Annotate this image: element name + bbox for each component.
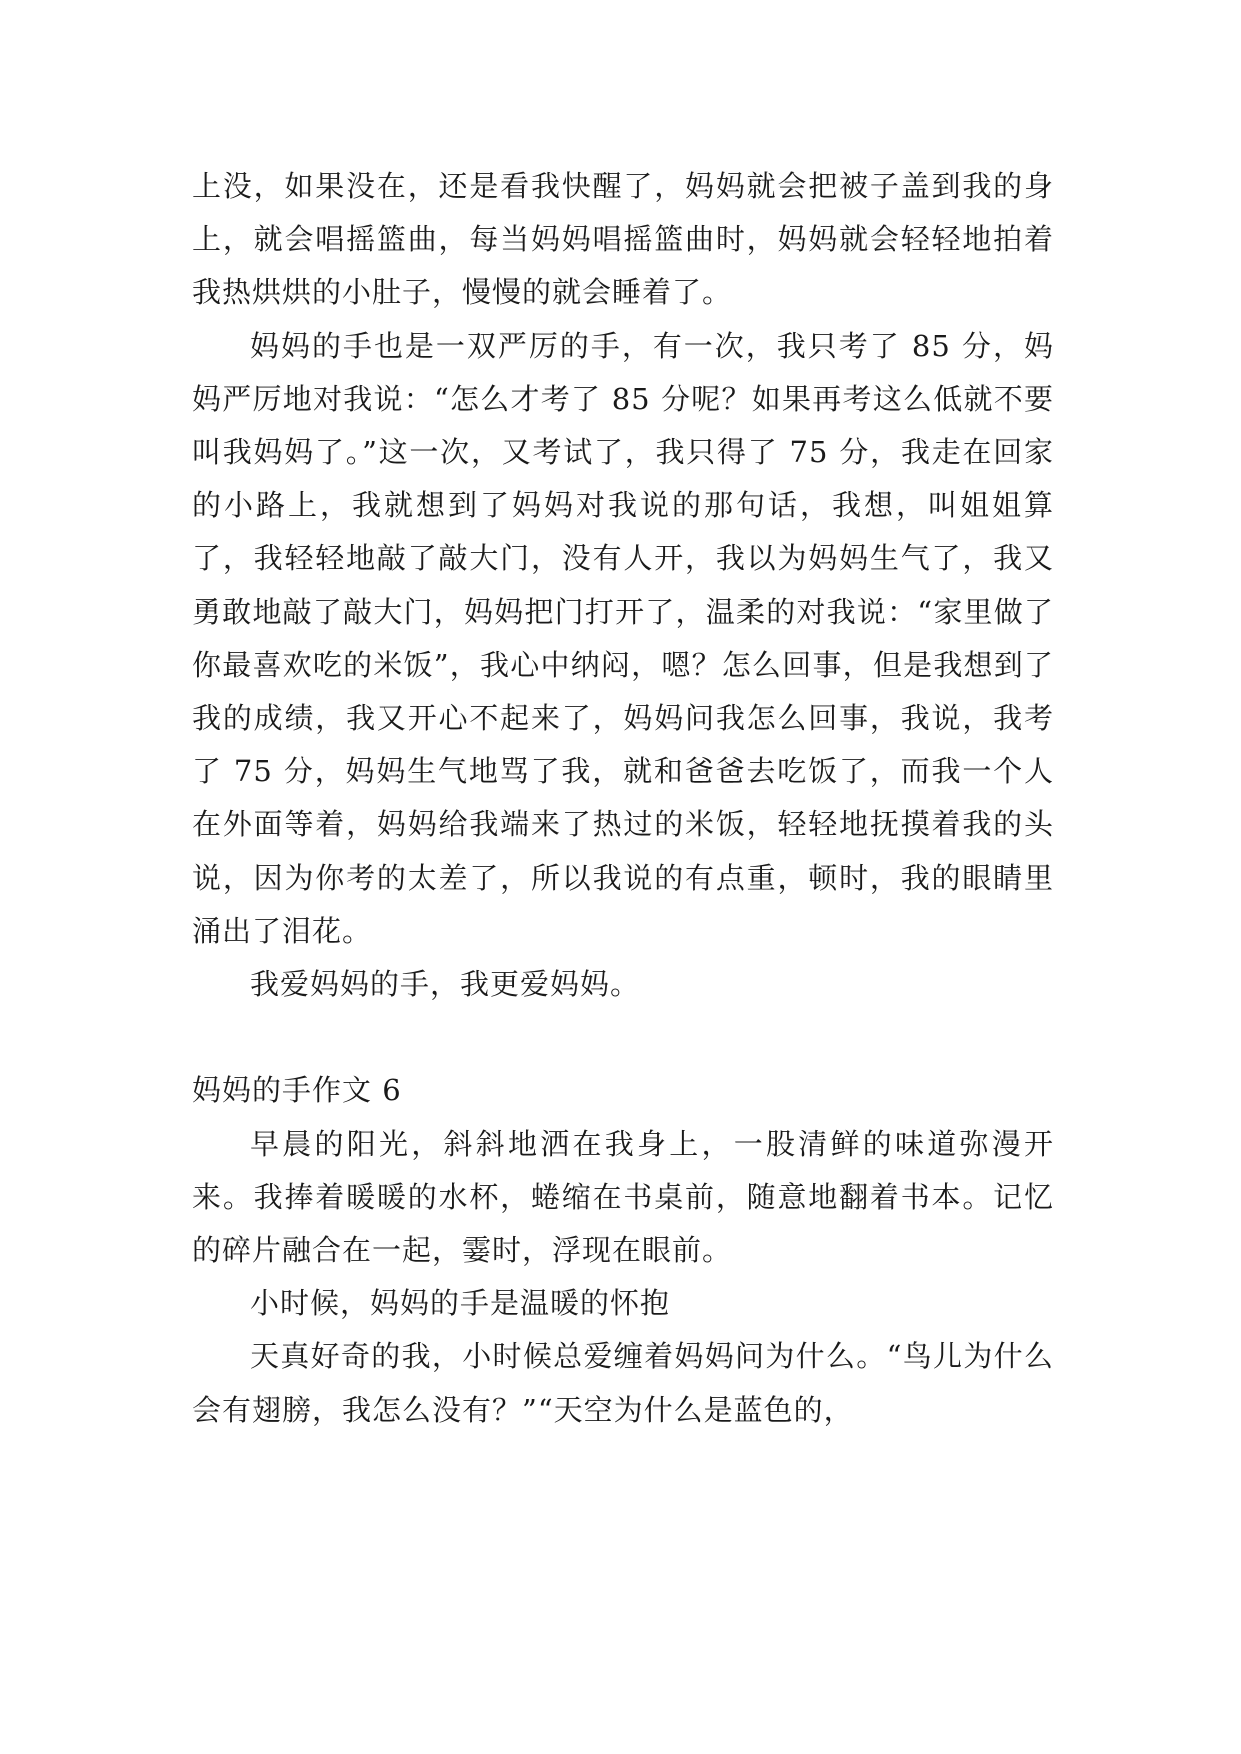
paragraph-strict-hands: 妈妈的手也是一双严厉的手，有一次，我只考了 85 分，妈妈严厉地对我说：“怎么才考了 85 分呢？如果再考这么低就不要叫我妈妈了。”这一次，又考试了，我只得了 75 分，我走在回家的小路上，我就想到了妈妈对我说的那句话，我想，叫姐姐算了，我轻轻地敲了敲大门，没有人开，我以为妈妈生气了，我又勇敢地敲了敲大门，妈妈把门打开了，温柔的对我说：“家里做了你最喜欢吃的米饭”，我心中纳闷，嗯？怎么回事，但是我想到了我的成绩，我又开心不起来了，妈妈问我怎么回事，我说，我考了 75 分，妈妈生气地骂了我，就和爸爸去吃饭了，而我一个人在外面等着，妈妈给我端来了热过的米饭，轻轻地抚摸着我的头说，因为你考的太差了，所以我说的有点重，顿时，我的眼睛里涌出了泪花。 <box>192 328 1054 948</box>
section-title: 妈妈的手作文 6 <box>192 1073 402 1108</box>
paragraph-curious-child: 天真好奇的我，小时候总爱缠着妈妈问为什么。“鸟儿为什么会有翅膀，我怎么没有？”“天空为什么是蓝色的， <box>192 1339 1054 1427</box>
section-gap <box>192 1011 1054 1064</box>
subheading-childhood: 小时候，妈妈的手是温暖的怀抱 <box>250 1286 671 1321</box>
paragraph-continued: 上没，如果没在，还是看我快醒了，妈妈就会把被子盖到我的身上，就会唱摇篮曲，每当妈妈唱摇篮曲时，妈妈就会轻轻地拍着我热烘烘的小肚子，慢慢的就会睡着了。 <box>192 169 1054 310</box>
paragraph-love-mother: 我爱妈妈的手，我更爱妈妈。 <box>250 967 641 1002</box>
paragraph-morning-sun: 早晨的阳光，斜斜地洒在我身上，一股清鲜的味道弥漫开来。我捧着暖暖的水杯，蜷缩在书桌前，随意地翻着书本。记忆的碎片融合在一起，霎时，浮现在眼前。 <box>192 1126 1054 1268</box>
document-body <box>192 160 1054 1437</box>
